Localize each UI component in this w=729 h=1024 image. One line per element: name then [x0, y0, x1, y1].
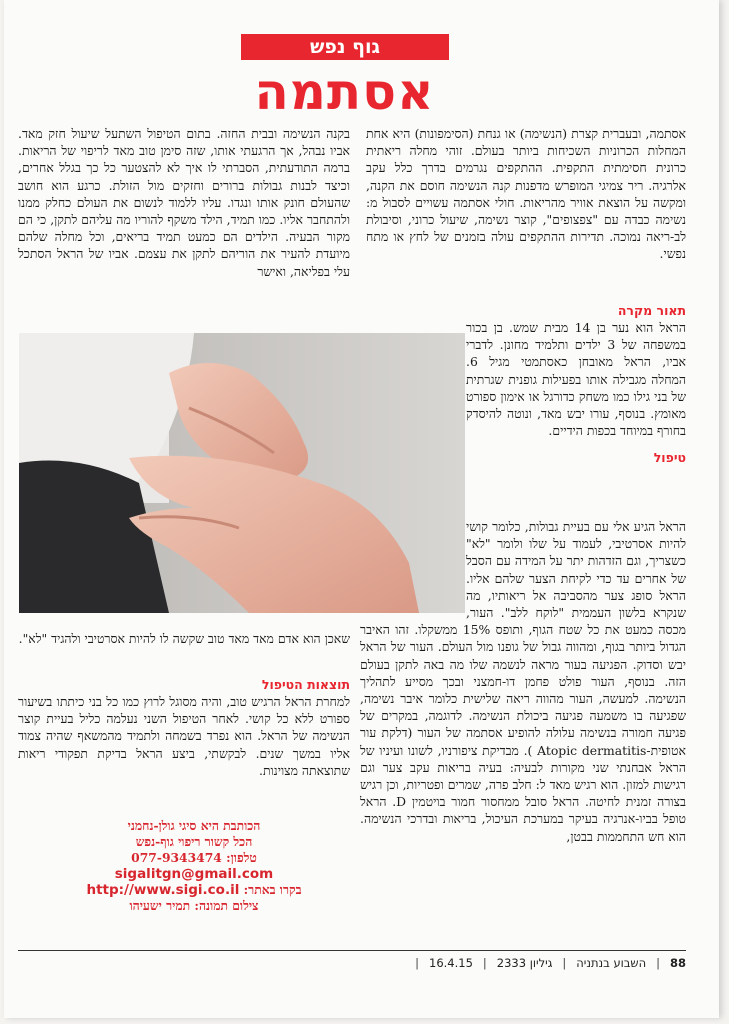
continuation-column: [18, 125, 350, 330]
continuation2-paragraph: שאכן הוא אדם מאד מאד טוב שקשה לו להיות אסרטיבי ולהגיד "לא".: [18, 631, 350, 646]
phone-line: [44, 850, 344, 866]
website-line: [44, 882, 344, 898]
phone-label: טלפון:: [226, 850, 257, 865]
footer-separator: |: [415, 956, 420, 970]
footer-divider: [18, 950, 686, 951]
phone-number: 077-9343474: [131, 850, 222, 865]
treatment-subhead: טיפול: [653, 450, 686, 466]
article-headline: אסתמה: [254, 63, 435, 121]
footer-separator: |: [562, 956, 567, 970]
results-paragraph: למחרת הראל הרגיש טוב, והיה מסוגל לרוץ כמו כל בני כיתתו בשיעור ספורט ללא כל קושי. לאחר הטיפול השני נעלמה כליל בעיית קוצר הנשימה של הראל. הוא נפרד בשמחה ולתמיד מהמשאף שהיה צמוד אליו במשך שנים. לבקשתי, ביצע הראל בדיקת תפקודי ריאות שתוצאתה מצוינות.: [18, 694, 350, 778]
hands-photo: [19, 333, 465, 613]
footer-separator: |: [482, 956, 487, 970]
page-number: 88: [669, 956, 686, 970]
results-subhead: תוצאות הטיפול: [261, 677, 350, 692]
publication-name: השבוע בנתניה: [576, 956, 647, 970]
intro-column: [366, 125, 686, 295]
author-role: הכל קשור ריפוי גוף-נפש: [135, 834, 253, 849]
results-column: [18, 676, 350, 811]
issue-number: גיליון 2333: [496, 956, 553, 970]
case-subhead: תאור מקרה: [617, 303, 686, 318]
visit-label: בקרו באתר:: [243, 882, 302, 897]
author-line: הכותבת היא סיגי גולן-נחמני: [127, 818, 261, 833]
case-paragraph: הראל הוא נער בן 14 מבית שמש. בן בכור במשפחה של 3 ילדים ותלמיד מחונן. לדברי אביו, הראל מאובחן כאסתמטי מגיל 6. המחלה מגבילה אותו בפעילות גופנית שגרתית של בני גילו כמו משחק כדורגל או אימון ספורט מאומץ. בנוסף, עורו יבש מאד, ונוטה להיסדק בחורף במיוחד בכפות הידיים.: [466, 320, 686, 439]
page-footer: [18, 956, 686, 974]
hands-illustration: [19, 333, 465, 613]
email-address: sigalitgn@gmail.com: [114, 866, 274, 882]
author-credits: [44, 818, 344, 918]
section-rubric: גוף נפש: [241, 34, 449, 60]
intro-paragraph: אסתמה, ובעברית קצרת (הנשימה) או גנחת (הסימפונות) היא אחת המחלות הכרוניות השכיחות ביותר בעולם. זוהי מחלה ריאתית כרונית חסימתית התקפית. ההתקפים נגרמים בדרך כלל עקב אלרגיה. ריר צמיגי המופרש מדפנות קנה הנשימה חוסם את הקנה, ומקשה על הוצאת אוויר מהריאות. חולי אסתמה עשויים לסבול מ: נשימה כבדה עם "צפצופים", קוצר נשימה, שיעול כרוני, וסיבולת לב-ריאה נמוכה. תדירות ההתקפים עולה בזמנים של לחץ או מתח נפשי.: [366, 126, 686, 262]
footer-separator: |: [656, 956, 660, 970]
issue-date: 16.4.15: [429, 956, 473, 970]
photo-credit: צילום תמונה: תמיר ישעיהו: [129, 898, 259, 913]
continuation-paragraph: בקנה הנשימה ובבית החזה. בתום הטיפול השתעל שיעול חזק מאד. אביו נבהל, אך הרגעתי אותו, שזה סימן טוב מאד לריפוי של הריאות. ברמה התודעתית, הסברתי לו איך לא להצטער כל כך בגלל אחרים, וכיצד לבנות גבולות ברורים וחזקים מול הזולת. כרגע הוא חושב שהעולם חונק אותו ונגדו. עליו ללמוד לנשום את העולם כחלק ממנו ולהתחבר אליו. כמו תמיד, הילד משקף להוריו מה עליהם לתקן, כי הם מקור הבעיה. הילדים הם כמעט תמיד בריאים, וכל מחלה שלהם מיועדת להעיר את הוריהם לתקן את עצמם. אביו של הראל הסתכל עלי בפליאה, ואישר: [18, 126, 350, 279]
treatment-paragraph: הראל הגיע אלי עם בעיית גבולות, כלומר קושי להיות אסרטיבי, לעמוד על שלו ולומר "לא" כשצריך, וגם הזדהות יתר על המידה עם הסבל של אחרים עד כדי לקיחת הצער שלהם אליו. הראל סופג צער מהסביבה אל ריאותיו, מה שנקרא בלשון העממית "לוקח ללב". העור, מכסה כמעט את כל שטח הגוף, ותופס 15% ממשקלו. זהו האיבר הגדול ביותר בגוף, ומהווה גבול של גופנו מול העולם. העור של הראל יבש וסדוק. הפגיעה בעור מראה לנשמה שלו מה באה לתקן בעולם הזה. בנוסף, העור פולט פחמן דו-חמצני ובכך מסייע לתהליך הנשימה. למעשה, העור מהווה ריאה שלישית כלומר איבר נשימה, שפגיעה בו משמעה פגיעה ביכולת הנשימה. לדוגמה, במקרים של פגיעה חמורה בנשימה עלולה להופיע אסתמה של העור (דלקת עור אטופית-Atopic dermatitis ). מבדיקת ציפורניו, לשונו ועיניו של הראל אבחנתי שני מקורות לבעיה: בעיה בריאות עקב צער וגם רגישות למזון. הוא רגיש מאד ל: חלב פרה, שמרים ופטריות, וכן רגיש בצורה זמנית לחיטה. הראל סובל ממחסור חמור בויטמין D. הראל טופל בביו-אנרגיה בעיקר במערכת העיכול, בריאות ובדרכי הנשימה. הוא חש התחממות בבטן,: [360, 519, 686, 844]
magazine-page: [4, 0, 719, 1018]
website-link[interactable]: http://www.sigi.co.il: [86, 882, 240, 898]
